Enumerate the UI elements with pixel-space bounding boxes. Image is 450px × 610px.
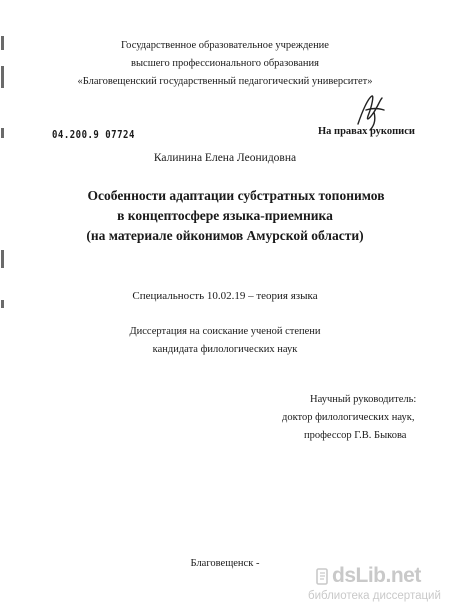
institution-line-2: высшего профессионального образования <box>131 58 319 69</box>
city: Благовещенск - <box>190 558 260 569</box>
watermark-logo: dsLib.net <box>332 564 421 587</box>
title-line-3: (на материале ойконимов Амурской области) <box>86 228 364 243</box>
manuscript-note: На правах рукописи <box>318 126 415 137</box>
specialty: Специальность 10.02.19 – теория языка <box>132 290 318 302</box>
site-watermark <box>282 562 450 606</box>
institution-line-1: Государственное образовательное учреждение <box>121 40 329 51</box>
supervisor-label: Научный руководитель: <box>310 394 417 405</box>
author-name: Калинина Елена Леонидовна <box>153 152 297 164</box>
institution-line-3: «Благовещенский государственный педагогический университет» <box>77 76 373 87</box>
supervisor-degree: доктор филологических наук, <box>282 412 415 423</box>
supervisor-name: профессор Г.В. Быкова <box>304 430 407 441</box>
scan-edge-artifact <box>0 0 6 610</box>
title-line-1: Особенности адаптации субстратных топонимов <box>87 188 385 203</box>
watermark-subtitle: библиотека диссертаций <box>308 590 441 602</box>
degree-line-1: Диссертация на соискание ученой степени <box>129 326 321 337</box>
title-line-2: в концептосфере языка-приемника <box>117 208 333 223</box>
book-icon <box>316 568 330 586</box>
degree-line-2: кандидата филологических наук <box>152 344 298 355</box>
registration-number: 04.200.9 07724 <box>52 130 135 142</box>
